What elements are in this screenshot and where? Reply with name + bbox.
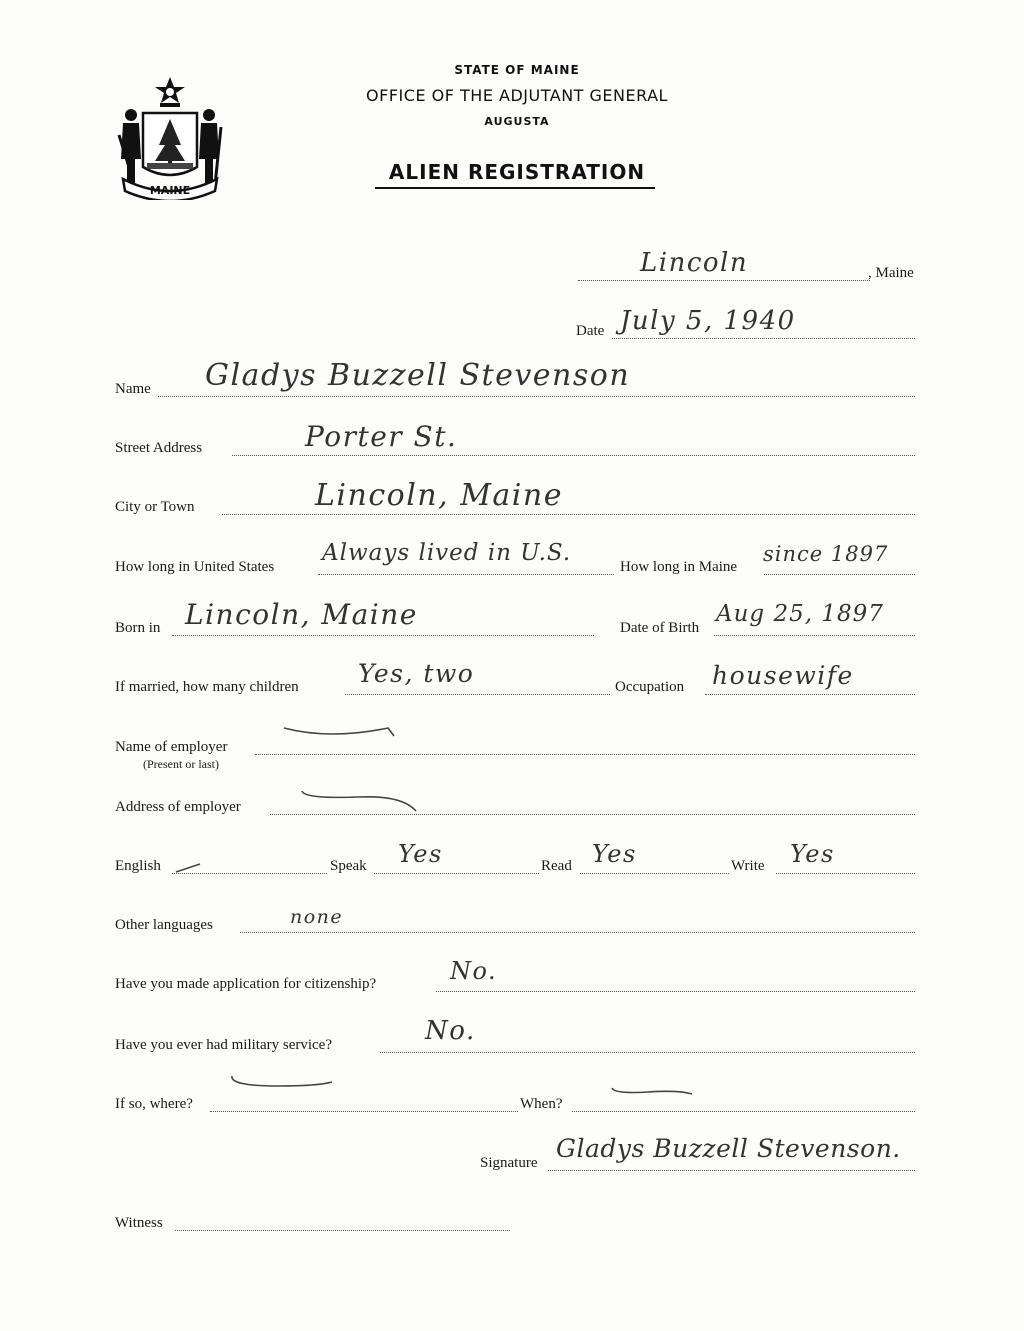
name-value: Gladys Buzzell Stevenson [205,358,631,393]
other-languages-label: Other languages [115,917,213,933]
date-field-line [612,338,915,339]
speak-value: Yes [398,840,443,868]
military-label: Have you ever had military service? [115,1037,332,1053]
seal-banner-text: MAINE [149,184,191,197]
where-field-line [210,1111,518,1112]
citizenship-field-line [436,991,915,992]
name-field-line [158,396,915,397]
other-languages-field-line [240,932,915,933]
header-city: AUGUSTA [484,115,550,128]
dash-mark [298,785,428,821]
date-of-birth-value: Aug 25, 1897 [716,601,884,627]
signature-field-line [548,1170,915,1171]
children-label: If married, how many children [115,679,299,695]
born-in-value: Lincoln, Maine [185,598,418,631]
employer-name-sublabel: (Present or last) [143,757,219,771]
born-in-field-line [172,635,594,636]
read-label: Read [541,858,572,874]
signature-label: Signature [480,1155,538,1171]
children-field-line [345,694,610,695]
speak-field-line [374,873,539,874]
town-field-line [578,280,870,281]
born-in-label: Born in [115,620,161,636]
write-label: Write [731,858,765,874]
occupation-value: housewife [712,661,854,690]
how-long-maine-value: since 1897 [763,542,889,566]
date-of-birth-label: Date of Birth [620,620,700,636]
town-value: Lincoln [640,248,749,278]
occupation-field-line [705,694,915,695]
employer-name-field-line [255,754,915,755]
where-label: If so, where? [115,1096,193,1112]
how-long-us-label: How long in United States [115,559,275,575]
signature-value: Gladys Buzzell Stevenson. [556,1134,901,1163]
how-long-us-field-line [318,574,614,575]
read-value: Yes [592,840,637,868]
checkmark-icon [174,860,204,876]
speak-label: Speak [330,858,367,874]
city-value: Lincoln, Maine [315,478,563,513]
witness-label: Witness [115,1215,163,1231]
dash-mark [228,1074,338,1094]
employer-name-label: Name of employer [115,739,228,755]
header-state: STATE OF MAINE [454,63,580,77]
write-value: Yes [790,840,835,868]
how-long-us-value: Always lived in U.S. [322,540,572,566]
children-value: Yes, two [358,659,475,688]
city-field-line [222,514,915,515]
english-label: English [115,858,161,874]
occupation-label: Occupation [615,679,685,695]
street-field-line [232,455,915,456]
employer-address-label: Address of employer [115,799,241,815]
when-field-line [572,1111,915,1112]
military-field-line [380,1052,915,1053]
when-label: When? [520,1096,563,1112]
employer-address-field-line [270,814,915,815]
form-title: ALIEN REGISTRATION [388,160,646,184]
write-field-line [776,873,915,874]
street-value: Porter St. [305,420,458,453]
witness-field-line [175,1230,510,1231]
other-languages-value: none [290,906,344,928]
dash-mark [280,718,400,742]
date-value: July 5, 1940 [620,306,796,336]
title-underline [375,187,655,189]
read-field-line [580,873,729,874]
name-label: Name [115,381,151,397]
how-long-maine-field-line [764,574,915,575]
dob-field-line [714,635,915,636]
maine-label: , Maine [868,265,914,281]
city-label: City or Town [115,499,195,515]
citizenship-value: No. [450,957,498,985]
military-value: No. [425,1016,476,1046]
header-office: OFFICE OF THE ADJUTANT GENERAL [366,86,668,105]
street-address-label: Street Address [115,440,203,456]
citizenship-label: Have you made application for citizenship? [115,976,377,992]
how-long-maine-label: How long in Maine [620,559,738,575]
dash-mark [608,1084,698,1100]
date-label: Date [576,323,605,339]
